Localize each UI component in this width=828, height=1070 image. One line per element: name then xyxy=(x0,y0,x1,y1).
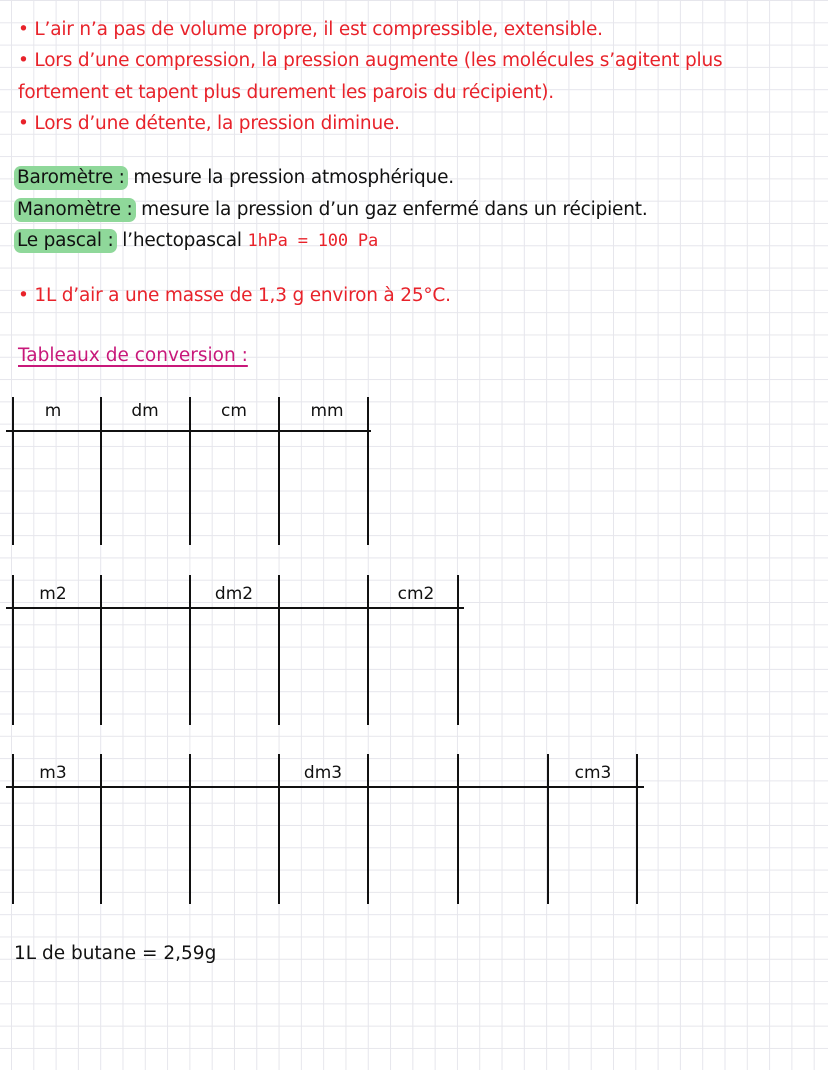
table-column-line xyxy=(457,575,459,725)
table-column-line xyxy=(12,575,14,725)
bullet-text: Lors d’une détente, la pression diminue. xyxy=(34,113,400,134)
bullet-text: fortement et tapent plus durement les parois du récipient). xyxy=(18,82,554,103)
bullet-text: 1L d’air a une masse de 1,3 g environ à 25°C. xyxy=(34,285,451,306)
bullet-item xyxy=(18,113,400,134)
definition-text: mesure la pression atmosphérique. xyxy=(127,167,454,188)
unit-header: dm xyxy=(131,401,159,421)
bullet-dot: • xyxy=(18,50,29,71)
bullet-item xyxy=(18,19,603,40)
unit-header: dm2 xyxy=(214,584,254,604)
table-column-line xyxy=(367,397,369,545)
table-column-line xyxy=(100,575,102,725)
conversion-title: Tableaux de conversion : xyxy=(18,345,248,366)
table-column-line xyxy=(278,397,280,545)
table-column-line xyxy=(100,397,102,545)
table-column-line xyxy=(100,754,102,904)
definition-pascal xyxy=(14,230,378,251)
bullet-text: Lors d’une compression, la pression augmente (les molécules s’agitent plus xyxy=(34,50,723,71)
unit-header: dm3 xyxy=(303,763,343,783)
bullet-dot: • xyxy=(18,19,29,40)
unit-header: m2 xyxy=(39,584,67,604)
term-highlight: Baromètre : xyxy=(14,166,128,190)
unit-header: cm xyxy=(221,401,247,421)
definition-text: mesure la pression d’un gaz enfermé dans un récipient. xyxy=(135,199,648,220)
butane-note: 1L de butane = 2,59g xyxy=(14,943,217,964)
bullet-dot: • xyxy=(18,285,29,306)
unit-header: cm2 xyxy=(397,584,435,604)
bullet-item-continuation xyxy=(18,82,554,103)
table-column-line xyxy=(12,754,14,904)
formula: 1hPa = 100 Pa xyxy=(247,231,378,251)
table-column-line xyxy=(367,754,369,904)
table-column-line xyxy=(12,397,14,545)
term-highlight: Manomètre : xyxy=(14,198,136,222)
table-column-line xyxy=(189,397,191,545)
unit-header: mm xyxy=(310,401,344,421)
air-mass-note xyxy=(18,285,451,306)
bullet-text: L’air n’a pas de volume propre, il est compressible, extensible. xyxy=(34,19,603,40)
table-column-line xyxy=(636,754,638,904)
table-column-line xyxy=(189,575,191,725)
bullet-item xyxy=(18,50,722,71)
unit-header: m xyxy=(44,401,62,421)
table-column-line xyxy=(547,754,549,904)
table-column-line xyxy=(278,754,280,904)
unit-header: cm3 xyxy=(574,763,612,783)
unit-header: m3 xyxy=(39,763,67,783)
table-column-line xyxy=(457,754,459,904)
definition-manometre xyxy=(14,199,648,220)
definition-text: l’hectopascal xyxy=(116,230,248,251)
bullet-dot: • xyxy=(18,113,29,134)
term-highlight: Le pascal : xyxy=(14,229,117,253)
definition-barometre xyxy=(14,167,454,188)
table-divider xyxy=(6,607,464,609)
table-column-line xyxy=(278,575,280,725)
table-column-line xyxy=(367,575,369,725)
table-column-line xyxy=(189,754,191,904)
